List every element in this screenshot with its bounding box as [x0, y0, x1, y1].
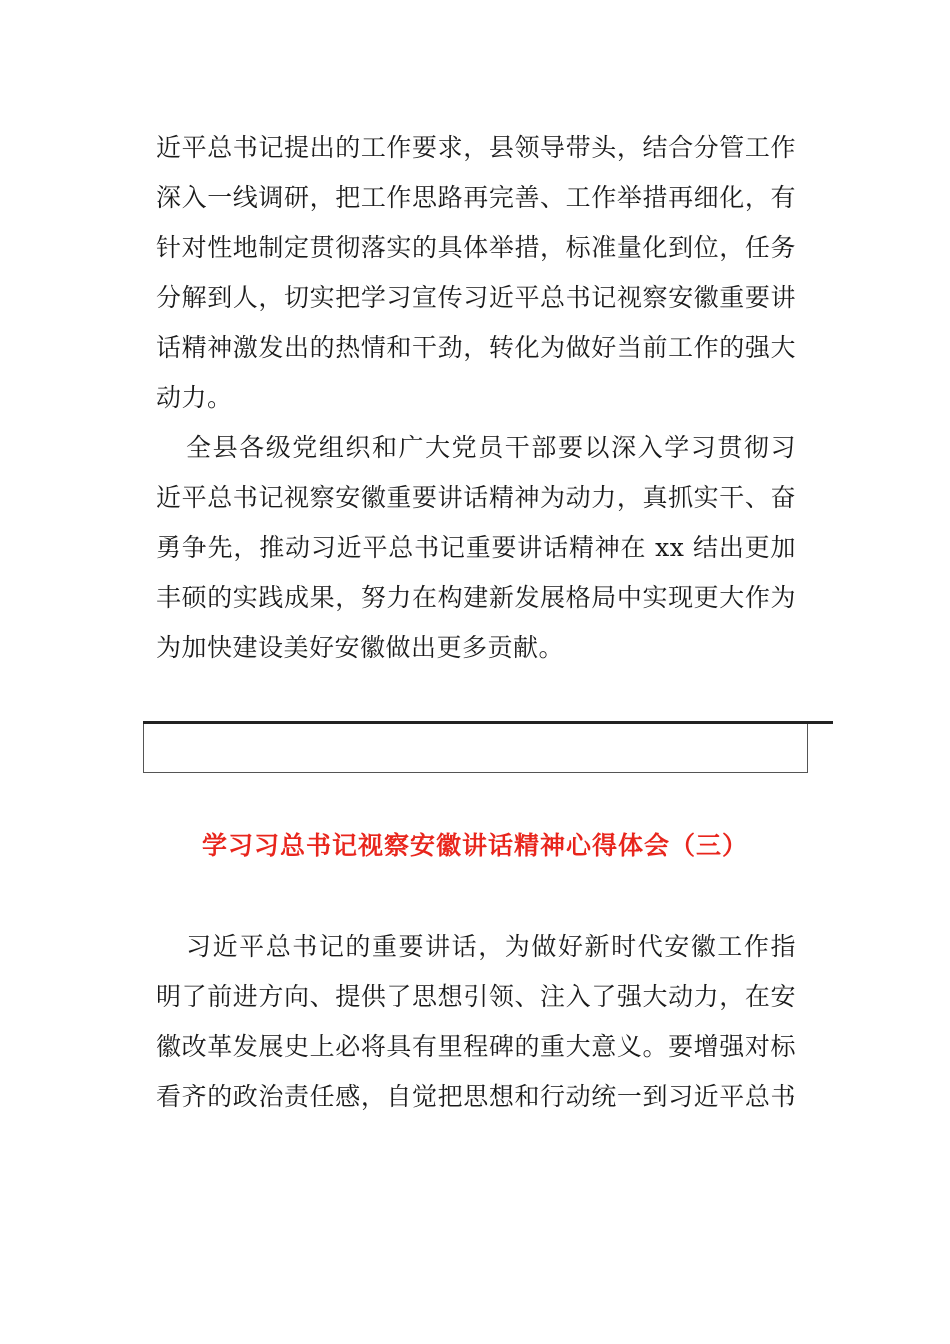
- text-line: 为加快建设美好安徽做出更多贡献。: [156, 633, 565, 662]
- text-line: 深入一线调研，把工作思路再完善、工作举措再细化，有: [156, 183, 796, 212]
- text-line: 全县各级党组织和广大党员干部要以深入学习贯彻习: [186, 433, 796, 462]
- text-line: 明了前进方向、提供了思想引领、注入了强大动力，在安: [156, 982, 796, 1011]
- text-line: 近平总书记提出的工作要求，县领导带头，结合分管工作: [156, 133, 796, 162]
- empty-box: [143, 724, 808, 773]
- text-line: 分解到人，切实把学习宣传习近平总书记视察安徽重要讲: [156, 283, 796, 312]
- text-line: 勇争先，推动习近平总书记重要讲话精神在 xx 结出更加: [156, 533, 796, 562]
- section-heading: 学习习总书记视察安徽讲话精神心得体会（三）: [201, 831, 748, 860]
- text-line: 丰硕的实践成果，努力在构建新发展格局中实现更大作为: [156, 583, 796, 612]
- text-line: 话精神激发出的热情和干劲，转化为做好当前工作的强大: [156, 333, 796, 362]
- text-line: 看齐的政治责任感，自觉把思想和行动统一到习近平总书: [156, 1082, 796, 1111]
- text-line: 徽改革发展史上必将具有里程碑的重大意义。要增强对标: [156, 1032, 796, 1061]
- text-line: 习近平总书记的重要讲话，为做好新时代安徽工作指: [186, 932, 796, 961]
- text-line: 近平总书记视察安徽重要讲话精神为动力，真抓实干、奋: [156, 483, 796, 512]
- text-line: 动力。: [156, 383, 233, 412]
- text-line: 针对性地制定贯彻落实的具体举措，标准量化到位，任务: [156, 233, 796, 262]
